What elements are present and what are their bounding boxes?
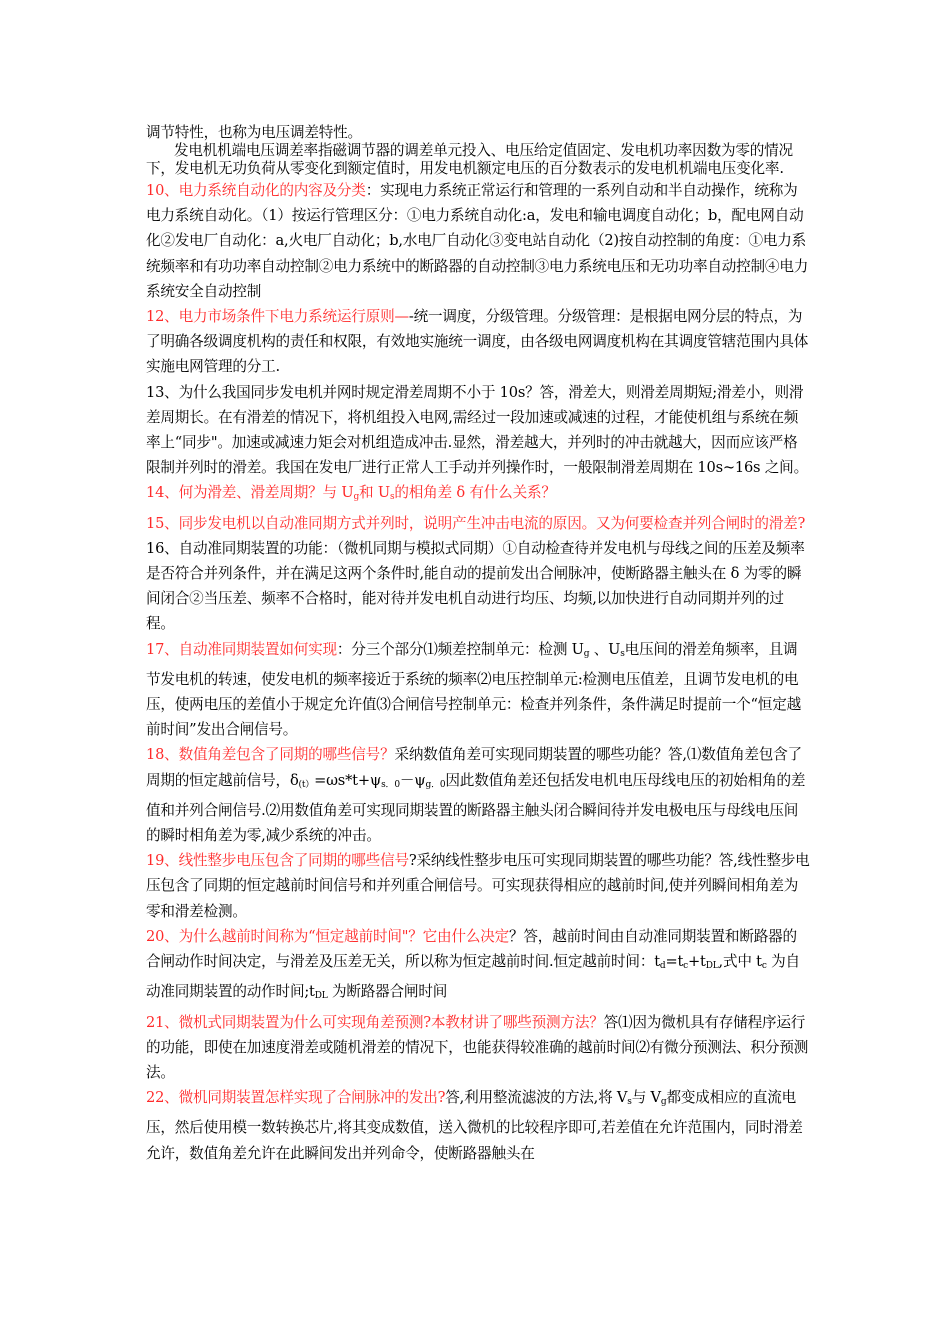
question-21 [146, 1010, 810, 1086]
question-18-text-a: 采纳数值角差可实现同期装置的哪些功能？答,⑴数值角差包含了周期的恒定越前信号，δ [146, 746, 802, 789]
question-16-body: 16、自动准同期装置的功能：（微机同期与模拟式同期）①自动检查待并发电机与母线之间的压差及频率是否符合并列条件，并在满足这两个条件时,能自动的提前发出合闸脉冲，使断路器主触头在 δ 为零的瞬间闭合②当压差、频率不合格时，能对待并发电机自动进行均压、均频,以加快进行自动同期并列的过程。 [146, 539, 805, 633]
question-22-text-b: 与 V [631, 1089, 661, 1107]
question-14-text-b: 和 U [359, 484, 390, 502]
question-20-heading: 20、为什么越前时间称为“恒定越前时间"？它由什么决定 [146, 927, 510, 945]
question-19 [146, 848, 810, 924]
question-20-sub-dl2: DL [314, 991, 328, 1002]
question-22-text-c: 都变成相应的直流电压，然后使用模一数转换芯片,将其变成数值，送入微机的比较程序即可,若差值在允许范围内，同时滑差允许，数值角差允许在此瞬间发出并列命令，使断路器触头在 [146, 1089, 803, 1162]
question-18-sub-t: (t） [298, 779, 315, 790]
question-20-text-f: 为断路器合闸时间 [327, 983, 448, 1001]
question-17-sub-s: s [620, 648, 625, 659]
question-20-sub-c: c [683, 961, 688, 972]
question-20-text-b: =t [665, 953, 684, 971]
question-22 [146, 1085, 810, 1166]
question-17 [146, 637, 810, 743]
intro-paragraph-2: 发电机机端电压调差率指磁调节器的调差单元投入、电压给定值固定、发电机功率因数为零的情况下，发电机无功负荷从零变化到额定值时，用发电机额定电压的百分数表示的发电机机端电压变化率. [146, 142, 793, 177]
question-12-heading: 12、电力市场条件下电力系统运行原则— [146, 308, 409, 326]
question-20-sub-dl: DL [705, 961, 719, 972]
question-10-body: ：实现电力系统正常运行和管理的一系列自动和半自动操作，统称为电力系统自动化。（1）按运行管理区分：①电力系统自动化:a，发电和输电调度自动化；b，配电网自动化②发电厂自动化：a,火电厂自动化；b,水电厂自动化③变电站自动化（2)按自动控制的角度：①电力系统频率和有功功率自动控制②电力系统中的断路器的自动控制③电力系统电压和无功功率自动控制④电力系统安全自动控制 [146, 182, 809, 300]
question-17-text-a: ：分三个部分⑴频差控制单元：检测 U [336, 640, 584, 658]
question-13 [146, 380, 810, 481]
question-22-sub-g: g [660, 1097, 667, 1108]
question-20-sub-c2: c [761, 961, 767, 972]
question-19-body: ?采纳线性整步电压可实现同期装置的哪些功能？答,线性整步电压包含了同期的恒定越前时间信号和并列重合闸信号。可实现获得相应的越前时间,使并列瞬间相角差为零和滑差检测。 [146, 852, 810, 920]
question-10 [146, 178, 810, 304]
question-17-text-b: 、U [589, 640, 621, 658]
question-20 [146, 924, 810, 1010]
intro-section [146, 124, 810, 178]
intro-paragraph-1: 调节特性，也称为电压调差特性。 [146, 124, 362, 141]
question-20-sub-d: d [659, 961, 666, 972]
question-20-text-e: 为自动准同期装置的动作时间;t [146, 953, 800, 1001]
question-22-text-a: 答,利用整流滤波的方法,将 V [445, 1089, 628, 1107]
question-22-heading: 22、微机同期装置怎样实现了合闸脉冲的发出? [146, 1089, 446, 1107]
question-12 [146, 304, 810, 380]
question-15-heading: 15、同步发电机以自动准同期方式并列时，说明产生冲击电流的原因。又为何要检查并列合闸时的滑差? [146, 514, 806, 532]
question-22-sub-s: s [627, 1097, 632, 1108]
question-18-text-c: －ψ [399, 771, 426, 789]
question-18-heading: 18、数值角差包含了同期的哪些信号？ [146, 746, 395, 764]
question-21-heading: 21、微机式同期装置为什么可实现角差预测?本教材讲了哪些预测方法？ [146, 1013, 604, 1031]
question-15 [146, 511, 810, 536]
question-17-sub-g: g [583, 648, 590, 659]
question-17-text-c: 电压间的滑差角频率，且调节发电机的转速，使发电机的频率接近于系统的频率⑵电压控制单元:检测电压值差，且调节发电机的电压，使两电压的差值小于规定允许值⑶合闸信号控制单元：检查并列条件，条件满足时提前一个“恒定越前时间”发出合闸信号。 [146, 640, 801, 739]
question-18-text-d: 因此数值角差还包括发电机电压母线电压的初始相角的差值和并列合闸信号.⑵用数值角差可实现同期装置的断路器主触头闭合瞬间待并发电极电压与母线电压间的瞬时相角差为零,减少系统的冲击。 [146, 771, 806, 845]
question-12-body: -统一调度，分级管理。分级管理：是根据电网分层的特点，为了明确各级调度机构的责任和权限，有效地实施统一调度，由各级电网调度机构在其调度管辖范围内具体实施电网管理的分工. [146, 308, 809, 376]
document-body [146, 124, 810, 1166]
question-14-sub-g: g [353, 492, 359, 503]
question-21-body: 答⑴因为微机具有存储程序运行的功能，即使在加速度滑差或随机滑差的情况下，也能获得较准确的越前时间⑵有微分预测法、积分预测法。 [146, 1013, 809, 1081]
question-17-heading: 17、自动准同期装置如何实现 [146, 640, 337, 658]
question-18 [146, 742, 810, 848]
question-20-text-a: ？答，越前时间由自动准同期装置和断路器的合闸动作时间决定，与滑差及压差无关，所以称为恒定越前时间.恒定越前时间：t [146, 927, 797, 971]
question-16 [146, 536, 810, 637]
question-14 [146, 480, 810, 510]
question-19-heading: 19、线性整步电压包含了同期的哪些信号 [146, 852, 409, 870]
question-13-body: 13、为什么我国同步发电机并网时规定滑差周期不小于 10s？答，滑差大，则滑差周期短;滑差小，则滑差周期长。在有滑差的情况下，将机组投入电网,需经过一段加速或减速的过程，才能使机组与系统在频率上“同步"。加速或减速力矩会对机组造成冲击.显然，滑差越大，并列时的冲击就越大，因而应该严格限制并列时的滑差。我国在发电厂进行正常人工手动并列操作时，一般限制滑差周期在 10s~16s 之间。 [146, 383, 808, 477]
question-18-text-b: =ωs*t+ψ [314, 771, 382, 789]
question-20-text-c: +t [688, 953, 706, 971]
question-20-text-d: ,式中 t [718, 953, 762, 971]
question-10-heading: 10、电力系统自动化的内容及分类 [146, 182, 366, 199]
question-14-text-a: 14、何为滑差、滑差周期？与 U [146, 484, 354, 502]
question-18-sub-g0: g．0 [425, 779, 446, 790]
question-14-sub-s: s [389, 492, 395, 503]
question-14-text-c: 的相角差 δ 有什么关系？ [394, 484, 556, 502]
question-18-sub-s0: s．0 [381, 779, 400, 790]
